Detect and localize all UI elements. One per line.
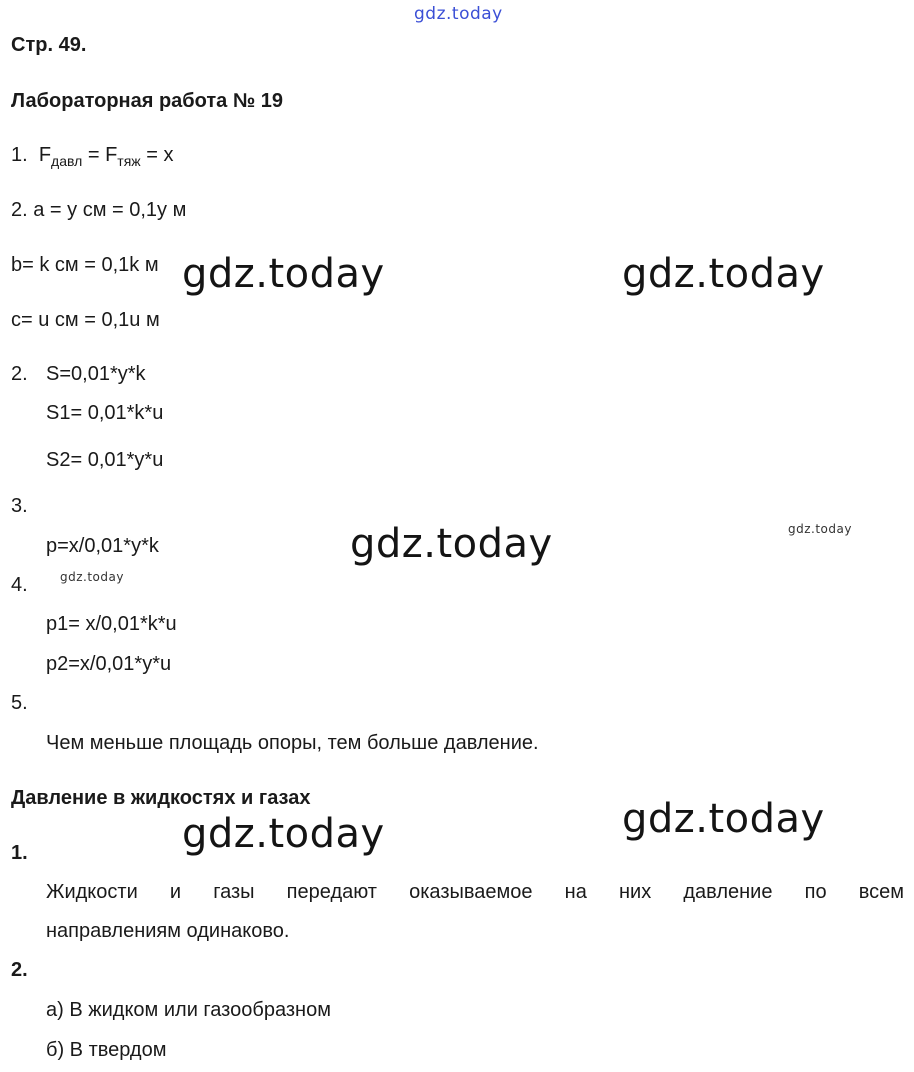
dimension-c: c= u см = 0,1u м xyxy=(11,309,160,331)
item-number: 1. xyxy=(11,144,28,166)
area-s2: S2= 0,01*y*u xyxy=(46,449,164,471)
answer-text: Жидкости и газы передают оказываемое на них давление по всем xyxy=(46,881,904,903)
lab-title: Лабораторная работа № 19 xyxy=(11,90,283,112)
force-subscript: давл xyxy=(51,153,83,169)
answer-option-b: б) В твердом xyxy=(46,1039,167,1061)
conclusion: Чем меньше площадь опоры, тем больше давление. xyxy=(46,732,539,754)
watermark-large: gdz.today xyxy=(182,251,385,297)
dimension-a: 2. a = y см = 0,1y м xyxy=(11,199,187,221)
watermark-large: gdz.today xyxy=(622,796,825,842)
item-number: 4. xyxy=(11,574,28,596)
formula-forces xyxy=(11,143,173,168)
dimension-b: b= k см = 0,1k м xyxy=(11,254,159,276)
section-title: Давление в жидкостях и газах xyxy=(11,787,311,809)
force-symbol: F xyxy=(38,144,52,166)
watermark-large: gdz.today xyxy=(182,811,385,857)
item-number: 3. xyxy=(11,495,28,517)
area-s1: S1= 0,01*k*u xyxy=(46,402,164,424)
watermark-small: gdz.today xyxy=(788,522,852,536)
area-s: S=0,01*y*k xyxy=(46,363,146,385)
item-number: 2. xyxy=(11,363,28,385)
answer-option-a: а) В жидком или газообразном xyxy=(46,999,331,1021)
item-number: 2. xyxy=(11,959,28,981)
watermark-small: gdz.today xyxy=(60,570,124,584)
item-number: 5. xyxy=(11,692,28,714)
force-subscript: тяж xyxy=(117,153,141,169)
watermark-top: gdz.today xyxy=(414,4,503,24)
watermark-large: gdz.today xyxy=(350,521,553,567)
answer-text: направлениям одинаково. xyxy=(46,920,290,942)
force-equals: = F xyxy=(82,144,118,166)
watermark-large: gdz.today xyxy=(622,251,825,297)
pressure-p: p=x/0,01*y*k xyxy=(46,535,159,557)
pressure-p2: p2=x/0,01*y*u xyxy=(46,653,172,675)
pressure-p1: p1= x/0,01*k*u xyxy=(46,613,177,635)
page-label: Стр. 49. xyxy=(11,34,87,56)
item-number: 1. xyxy=(11,842,28,864)
force-equals: = x xyxy=(140,144,174,166)
